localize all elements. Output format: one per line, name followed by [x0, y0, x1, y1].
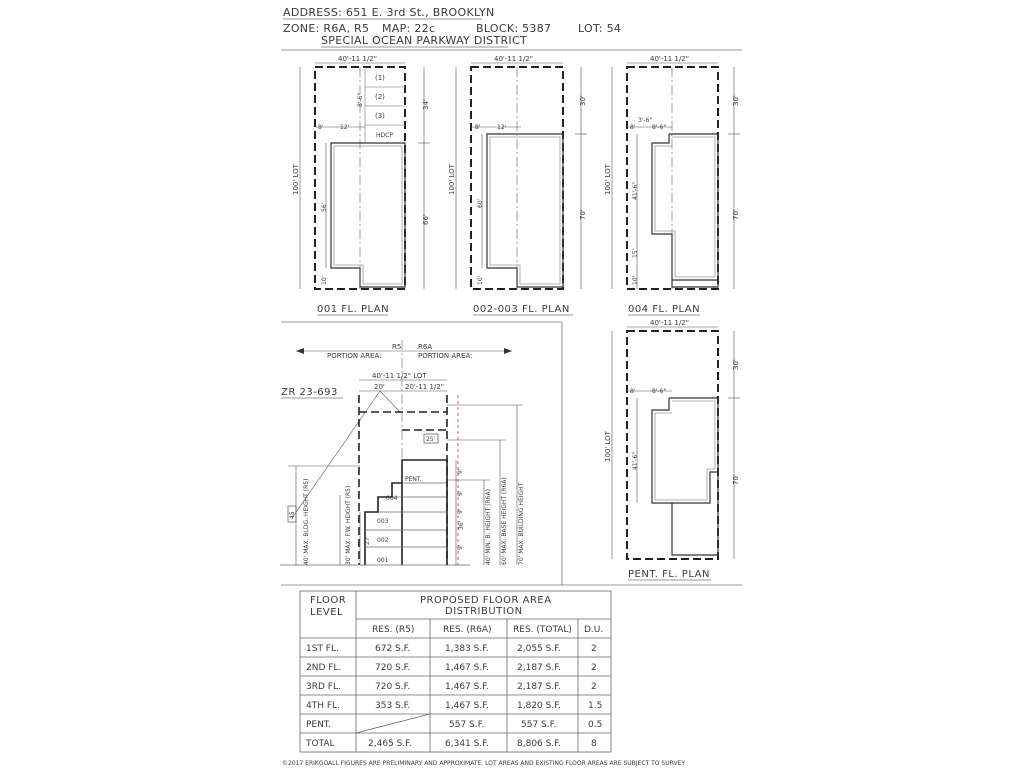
svg-text:672 S.F.: 672 S.F.	[375, 644, 411, 654]
map-text: MAP: 22c	[382, 22, 436, 35]
plan-004-rear-dim: 70'	[732, 209, 740, 220]
col-du: D.U.	[584, 625, 604, 635]
pent-width: 40'-11 1/2"	[650, 319, 689, 327]
plan-001-side-dim: 8'	[318, 124, 324, 131]
parking-space-2: (2)	[375, 93, 385, 101]
section-floor-dim-3: 9'	[457, 508, 464, 514]
section-r6a-min: 40' MIN. B. HEIGHT (R6A)	[485, 489, 492, 565]
svg-text:4TH FL.: 4TH FL.	[306, 701, 340, 711]
plan-001-width: 40'-11 1/2"	[338, 55, 377, 63]
plan-002-aisle-dim: 12'	[497, 124, 507, 131]
plan-004-width: 40'-11 1/2"	[650, 55, 689, 63]
section-r6a-label: R6A	[418, 343, 433, 351]
section-setback: 25'	[426, 436, 436, 443]
svg-text:557 S.F.: 557 S.F.	[521, 720, 557, 730]
table-head-prop-2: DISTRIBUTION	[445, 606, 523, 617]
zoning-section	[280, 340, 525, 565]
plan-pent	[604, 319, 740, 580]
svg-text:557 S.F.: 557 S.F.	[449, 720, 485, 730]
plan-001-title: 001 FL. PLAN	[317, 304, 390, 315]
plan-002-notch-dim: 10'	[477, 275, 484, 285]
copyright-text: ©2017 ERIKGO	[282, 760, 329, 767]
zr-reference: ZR 23-693	[281, 387, 338, 398]
col-res-total: RES. (TOTAL)	[513, 625, 572, 635]
svg-text:2: 2	[591, 682, 597, 692]
table-row	[306, 720, 602, 730]
section-floor-dim-4: 9'	[457, 544, 464, 550]
section-floor-004: 004	[386, 495, 398, 502]
plan-002-side-dim: 8'	[475, 124, 481, 131]
plan-002-depth: 100' LOT	[448, 164, 456, 195]
section-r5-label: R5	[392, 343, 402, 351]
svg-text:2: 2	[591, 663, 597, 673]
svg-text:1,383 S.F.: 1,383 S.F.	[445, 644, 489, 654]
plan-002-bldg-dim: 60'	[477, 198, 484, 208]
address-text: ADDRESS: 651 E. 3rd St., BROOKLYN	[283, 6, 495, 19]
svg-text:TOTAL: TOTAL	[306, 739, 335, 749]
plan-004-title: 004 FL. PLAN	[628, 304, 701, 315]
svg-text:720 S.F.: 720 S.F.	[375, 682, 411, 692]
plan-001-front-dim: 34'	[422, 99, 430, 110]
svg-text:8,806 S.F.: 8,806 S.F.	[517, 739, 561, 749]
plan-001-stall-dim: 8'-6"	[357, 92, 364, 107]
table-row	[306, 701, 602, 711]
pent-side-dim: 8'	[630, 388, 636, 395]
svg-text:1,467 S.F.: 1,467 S.F.	[445, 663, 489, 673]
svg-text:0.5: 0.5	[588, 720, 603, 730]
table-row-total	[305, 739, 597, 749]
plan-004-front-dim: 30'	[732, 95, 740, 106]
col-res-r5: RES. (R5)	[372, 625, 415, 635]
plan-002-003	[448, 55, 587, 315]
svg-text:1ST FL.: 1ST FL.	[306, 644, 339, 654]
plan-004-building-outline	[669, 134, 718, 287]
parking-space-1: (1)	[375, 74, 385, 82]
plan-001-depth: 100' LOT	[292, 164, 300, 195]
plan-002-building-outline	[487, 134, 563, 287]
section-r5-fw-height: 30' MAX. F.W. HEIGHT (R5)	[345, 485, 352, 565]
zone-text: ZONE: R6A, R5	[283, 22, 370, 35]
section-r5-portion: PORTION AREA:	[327, 352, 382, 360]
section-floor-001: 001	[377, 557, 389, 564]
table-head-prop-1: PROPOSED FLOOR AREA	[420, 595, 552, 606]
table-row	[306, 663, 597, 673]
plan-004-seg3-dim: 10'	[632, 275, 639, 285]
plan-002-front-dim: 30'	[579, 95, 587, 106]
floor-area-table	[300, 591, 611, 752]
table-head-floor-2: LEVEL	[310, 607, 344, 618]
district-text: SPECIAL OCEAN PARKWAY DISTRICT	[321, 34, 527, 47]
block-text: BLOCK: 5387	[476, 22, 552, 35]
section-r6a-width: 20'-11 1/2"	[405, 383, 444, 391]
table-head-floor-1: FLOOR	[310, 595, 347, 606]
svg-text:2ND FL.: 2ND FL.	[306, 663, 342, 673]
parking-space-3: (3)	[375, 112, 385, 120]
section-angle: 45	[289, 511, 296, 519]
section-r6a-portion: PORTION AREA:	[418, 352, 473, 360]
col-res-r6a: RES. (R6A)	[443, 625, 492, 635]
section-r6a-max: 60' MAX. BASE HEIGHT (R6A)	[501, 477, 508, 565]
pent-building-outline	[669, 398, 718, 555]
section-r6a-bldg: 70' MAX. BUILDING HEIGHT	[518, 482, 525, 565]
section-lot-width: 40'-11 1/2" LOT	[372, 372, 427, 380]
pent-title: PENT. FL. PLAN	[628, 569, 710, 580]
svg-text:1,467 S.F.: 1,467 S.F.	[445, 701, 489, 711]
section-r5-width: 20'	[374, 383, 385, 391]
plan-004-seg2-dim: 15'	[632, 248, 639, 258]
svg-text:2,465 S.F.: 2,465 S.F.	[368, 739, 412, 749]
table-row	[306, 682, 597, 692]
plan-002-width: 40'-11 1/2"	[494, 55, 533, 63]
section-h27: 27'	[364, 535, 371, 545]
plan-004-offset-dim: 3'-6"	[638, 117, 653, 124]
title-block	[281, 6, 742, 50]
section-floor-dim-2: 9'	[457, 490, 464, 496]
pent-depth: 100' LOT	[604, 431, 612, 462]
section-floor-003: 003	[377, 518, 389, 525]
section-r5-bldg-height: 40' MAX. BLDG. HEIGHT (R5)	[303, 478, 310, 565]
svg-text:3RD FL.: 3RD FL.	[306, 682, 341, 692]
plan-004-depth: 100' LOT	[604, 164, 612, 195]
plan-004-side-dim: 8'	[630, 124, 636, 131]
plan-001	[292, 55, 430, 315]
svg-text:1.5: 1.5	[588, 701, 603, 711]
svg-text:2,187 S.F.: 2,187 S.F.	[517, 682, 561, 692]
plan-004-seg1-dim: 41'-6"	[632, 181, 639, 200]
pent-front-dim: 30'	[732, 359, 740, 370]
svg-text:1,467 S.F.: 1,467 S.F.	[445, 682, 489, 692]
plan-004	[604, 55, 740, 315]
svg-text:8: 8	[591, 739, 597, 749]
parking-hdcp: HDCP	[376, 132, 393, 139]
plan-002-rear-dim: 70'	[579, 209, 587, 220]
plan-001-aisle-dim: 12'	[340, 124, 350, 131]
plan-001-notch-dim: 10'	[321, 275, 328, 285]
section-floor-dim-1: 9'	[457, 468, 464, 474]
disclaimer-note: ALL FIGURES ARE PRELIMINARY AND APPROXIMATE. LOT AREAS AND EXISTING FLOOR AREAS ARE SUBJECT TO SURVEY	[328, 760, 686, 767]
svg-text:1,820 S.F.: 1,820 S.F.	[517, 701, 561, 711]
svg-text:2,187 S.F.: 2,187 S.F.	[517, 663, 561, 673]
plan-002-title: 002-003 FL. PLAN	[473, 304, 570, 315]
svg-text:353 S.F.: 353 S.F.	[375, 701, 411, 711]
section-floor-002: 002	[377, 537, 389, 544]
plan-001-bldg-dim: 56'	[321, 202, 328, 212]
pent-mid-dim: 8'-6"	[652, 388, 667, 395]
svg-text:PENT.: PENT.	[306, 720, 332, 730]
svg-text:2,055 S.F.: 2,055 S.F.	[517, 644, 561, 654]
lot-text: LOT: 54	[578, 22, 622, 35]
pent-rear-dim: 70'	[732, 474, 740, 485]
plan-004-mid-dim: 8'-6"	[652, 124, 667, 131]
section-h36: 36'	[458, 520, 465, 530]
svg-text:720 S.F.: 720 S.F.	[375, 663, 411, 673]
svg-text:6,341 S.F.: 6,341 S.F.	[445, 739, 489, 749]
table-row	[306, 644, 597, 654]
pent-seg1-dim: 41'-6"	[632, 451, 639, 470]
svg-text:2: 2	[591, 644, 597, 654]
plan-001-rear-dim: 66'	[422, 214, 430, 225]
section-floor-pent: PENT.	[405, 476, 422, 483]
